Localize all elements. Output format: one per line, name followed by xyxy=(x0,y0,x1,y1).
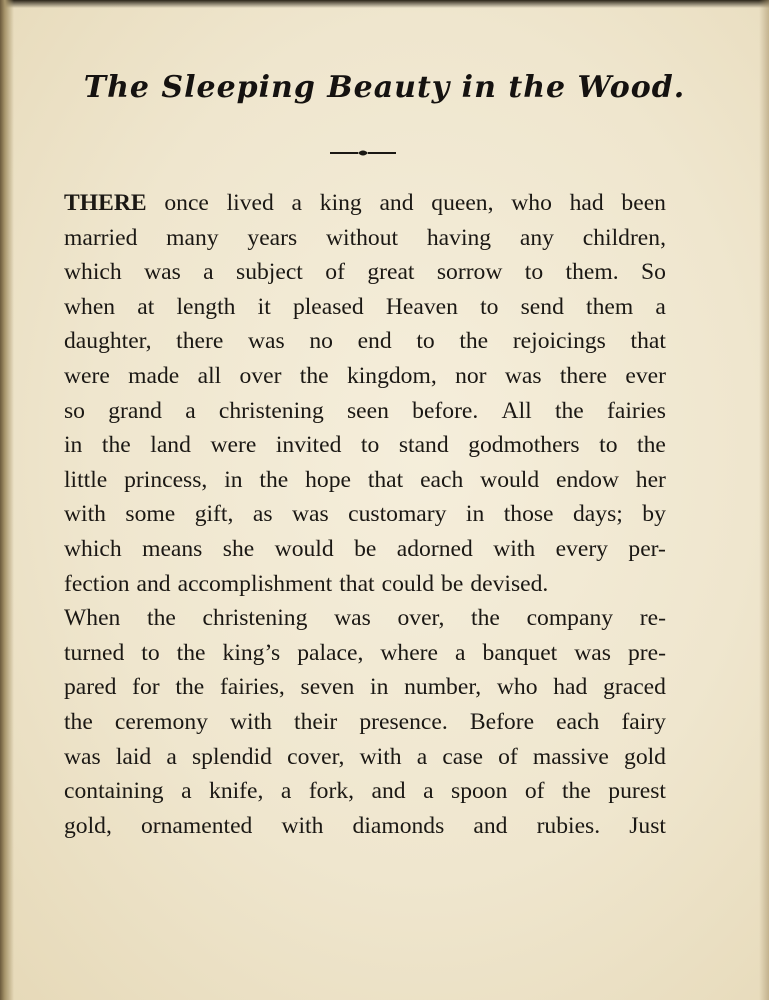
word: were xyxy=(210,432,257,459)
word: in xyxy=(465,501,485,528)
word: cover, xyxy=(287,743,345,770)
word: would xyxy=(480,466,540,493)
word: in xyxy=(64,432,83,459)
title-ornament-icon xyxy=(330,146,396,160)
word: over, xyxy=(397,605,445,632)
word: had xyxy=(553,674,588,701)
word: a xyxy=(655,293,666,320)
word: turned xyxy=(64,639,125,666)
page-title: The Sleeping Beauty in the Wood. xyxy=(83,70,686,105)
text-line xyxy=(64,532,666,567)
word: that xyxy=(367,466,404,493)
word: a xyxy=(291,190,303,216)
word: once xyxy=(164,190,209,216)
word: a xyxy=(166,743,177,770)
word: each xyxy=(420,466,464,493)
word: that xyxy=(630,328,666,355)
word: with xyxy=(359,743,402,770)
word: over xyxy=(239,362,282,389)
text-line xyxy=(64,394,666,429)
word: number, xyxy=(404,674,482,701)
word: and xyxy=(379,190,414,216)
text-line xyxy=(64,670,666,705)
word: send xyxy=(520,293,564,320)
word: the xyxy=(147,605,176,632)
text-line xyxy=(64,809,666,844)
word: been xyxy=(621,190,666,216)
word: the xyxy=(299,362,329,389)
word: re- xyxy=(639,605,666,632)
word: massive xyxy=(532,743,609,770)
text-line xyxy=(64,497,666,532)
word: kingdom, xyxy=(346,362,437,389)
word: the xyxy=(561,778,591,805)
word: without xyxy=(325,224,399,251)
word: the xyxy=(459,328,489,355)
word: was xyxy=(247,328,285,355)
word: in xyxy=(224,466,243,493)
word: married xyxy=(64,224,138,251)
word: purest xyxy=(608,778,666,805)
word: fairy xyxy=(621,708,666,735)
word: daughter, xyxy=(64,328,152,355)
word: when xyxy=(64,293,116,320)
word: a xyxy=(185,397,196,424)
word: little xyxy=(64,466,108,493)
word: a xyxy=(416,743,428,770)
word: who xyxy=(511,190,552,216)
word: was xyxy=(334,605,371,632)
text-line xyxy=(64,221,666,256)
word: When xyxy=(64,605,121,632)
word: every xyxy=(555,535,608,562)
word: who xyxy=(496,674,538,701)
word: days; xyxy=(573,501,623,528)
word: devised. xyxy=(470,570,549,597)
word: that xyxy=(339,570,375,597)
word: diamonds xyxy=(352,812,445,839)
word: with xyxy=(281,812,324,839)
word: nor xyxy=(455,362,487,389)
word: the xyxy=(471,605,500,632)
word: which xyxy=(64,535,122,562)
word: so xyxy=(64,397,85,424)
word: christening xyxy=(218,397,324,424)
word: the xyxy=(101,432,131,459)
text-line xyxy=(64,636,666,671)
word: it xyxy=(257,293,271,320)
word: gold xyxy=(624,743,666,770)
word: queen, xyxy=(431,190,494,216)
word: the xyxy=(259,466,289,493)
word: had xyxy=(569,190,604,216)
word: were xyxy=(64,362,110,389)
word: All xyxy=(501,397,532,424)
word: presence. xyxy=(359,708,448,735)
word: and xyxy=(371,778,406,805)
word: having xyxy=(426,224,492,251)
text-line xyxy=(64,774,666,809)
word: Heaven xyxy=(385,293,458,320)
word: years xyxy=(247,224,298,251)
text-line xyxy=(64,359,666,394)
word: princess, xyxy=(124,466,208,493)
word: ornamented xyxy=(140,812,253,839)
word: the xyxy=(176,639,206,666)
word: graced xyxy=(603,674,666,701)
word: ceremony xyxy=(114,708,208,735)
word: was xyxy=(574,639,611,666)
word: subject xyxy=(236,259,303,286)
word: knife, xyxy=(209,778,264,805)
word: be xyxy=(354,535,377,562)
text-line xyxy=(64,740,666,775)
word: gold, xyxy=(64,812,112,839)
text-line xyxy=(64,428,666,463)
word: fairies xyxy=(607,397,666,424)
word: fection xyxy=(64,570,130,597)
word: her xyxy=(635,466,666,493)
word: case xyxy=(442,743,483,770)
word: and xyxy=(473,812,508,839)
page-top-edge xyxy=(0,0,769,8)
word: for xyxy=(132,674,160,701)
word: before. xyxy=(412,397,479,424)
word: the xyxy=(554,397,584,424)
word: in xyxy=(370,674,389,701)
word: end xyxy=(357,328,392,355)
word: seen xyxy=(346,397,389,424)
word: she xyxy=(222,535,255,562)
word: was xyxy=(291,501,329,528)
word: was xyxy=(144,259,181,286)
word: THERE xyxy=(64,190,147,216)
word: palace, xyxy=(297,639,364,666)
word: adorned xyxy=(396,535,473,562)
text-line xyxy=(64,186,666,221)
word: spoon xyxy=(451,778,508,805)
word: king’s xyxy=(222,639,281,666)
word: could xyxy=(381,570,435,597)
word: pared xyxy=(64,674,117,701)
text-line xyxy=(64,324,666,359)
word: a xyxy=(455,639,466,666)
word: the xyxy=(175,674,205,701)
word: pre- xyxy=(627,639,666,666)
body-text xyxy=(64,186,666,843)
word: those xyxy=(503,501,554,528)
word: of xyxy=(325,259,345,286)
word: grand xyxy=(108,397,162,424)
word: them xyxy=(586,293,634,320)
word: to xyxy=(524,259,544,286)
word: by xyxy=(642,501,666,528)
word: would xyxy=(274,535,334,562)
word: was xyxy=(64,743,101,770)
word: was xyxy=(504,362,542,389)
text-line xyxy=(64,705,666,740)
word: there xyxy=(559,362,608,389)
word: and xyxy=(136,570,171,597)
word: splendid xyxy=(192,743,272,770)
word: many xyxy=(166,224,219,251)
word: fork, xyxy=(308,778,355,805)
word: there xyxy=(176,328,224,355)
word: endow xyxy=(556,466,619,493)
word: great xyxy=(367,259,415,286)
word: children, xyxy=(582,224,666,251)
word: king xyxy=(319,190,362,216)
word: any xyxy=(519,224,554,251)
word: with xyxy=(64,501,106,528)
word: sorrow xyxy=(436,259,503,286)
word: of xyxy=(498,743,518,770)
word: a xyxy=(181,778,192,805)
word: with xyxy=(493,535,536,562)
word: each xyxy=(556,708,600,735)
text-line xyxy=(64,255,666,290)
word: a xyxy=(203,259,214,286)
word: to xyxy=(480,293,499,320)
word: them. xyxy=(565,259,619,286)
word: be xyxy=(441,570,464,597)
word: per- xyxy=(628,535,666,562)
word: at xyxy=(137,293,155,320)
word: gift, xyxy=(194,501,234,528)
word: rubies. xyxy=(536,812,601,839)
word: where xyxy=(380,639,439,666)
word: customary xyxy=(348,501,447,528)
word: So xyxy=(641,259,666,286)
word: accomplishment xyxy=(177,570,333,597)
word: to xyxy=(416,328,435,355)
word: laid xyxy=(115,743,152,770)
text-line xyxy=(64,567,666,602)
word: made xyxy=(128,362,180,389)
word: of xyxy=(524,778,545,805)
word: the xyxy=(637,432,666,459)
word: containing xyxy=(64,778,164,805)
word: lived xyxy=(226,190,274,216)
word: hope xyxy=(305,466,351,493)
fore-edge-shadow xyxy=(759,0,769,1000)
word: rejoicings xyxy=(512,328,606,355)
text-line xyxy=(64,601,666,636)
word: seven xyxy=(300,674,355,701)
word: to xyxy=(141,639,160,666)
word: christening xyxy=(202,605,308,632)
word: as xyxy=(252,501,273,528)
word: a xyxy=(280,778,292,805)
word: godmothers xyxy=(468,432,580,459)
word: with xyxy=(230,708,272,735)
word: some xyxy=(125,501,176,528)
word: all xyxy=(197,362,222,389)
word: invited xyxy=(275,432,342,459)
word: a xyxy=(423,778,434,805)
word: pleased xyxy=(292,293,364,320)
word: to xyxy=(599,432,618,459)
spine-shadow xyxy=(0,0,14,1000)
word: company xyxy=(526,605,614,632)
text-line xyxy=(64,290,666,325)
word: their xyxy=(294,708,338,735)
word: banquet xyxy=(482,639,558,666)
word: stand xyxy=(398,432,449,459)
text-line xyxy=(64,463,666,498)
word: land xyxy=(150,432,191,459)
word: to xyxy=(360,432,380,459)
word: length xyxy=(176,293,236,320)
word: means xyxy=(142,535,203,562)
word: ever xyxy=(625,362,666,389)
word: no xyxy=(309,328,333,355)
word: Just xyxy=(629,812,666,839)
word: the xyxy=(64,708,93,735)
word: which xyxy=(64,259,122,286)
word: fairies, xyxy=(219,674,285,701)
word: Before xyxy=(469,708,535,735)
